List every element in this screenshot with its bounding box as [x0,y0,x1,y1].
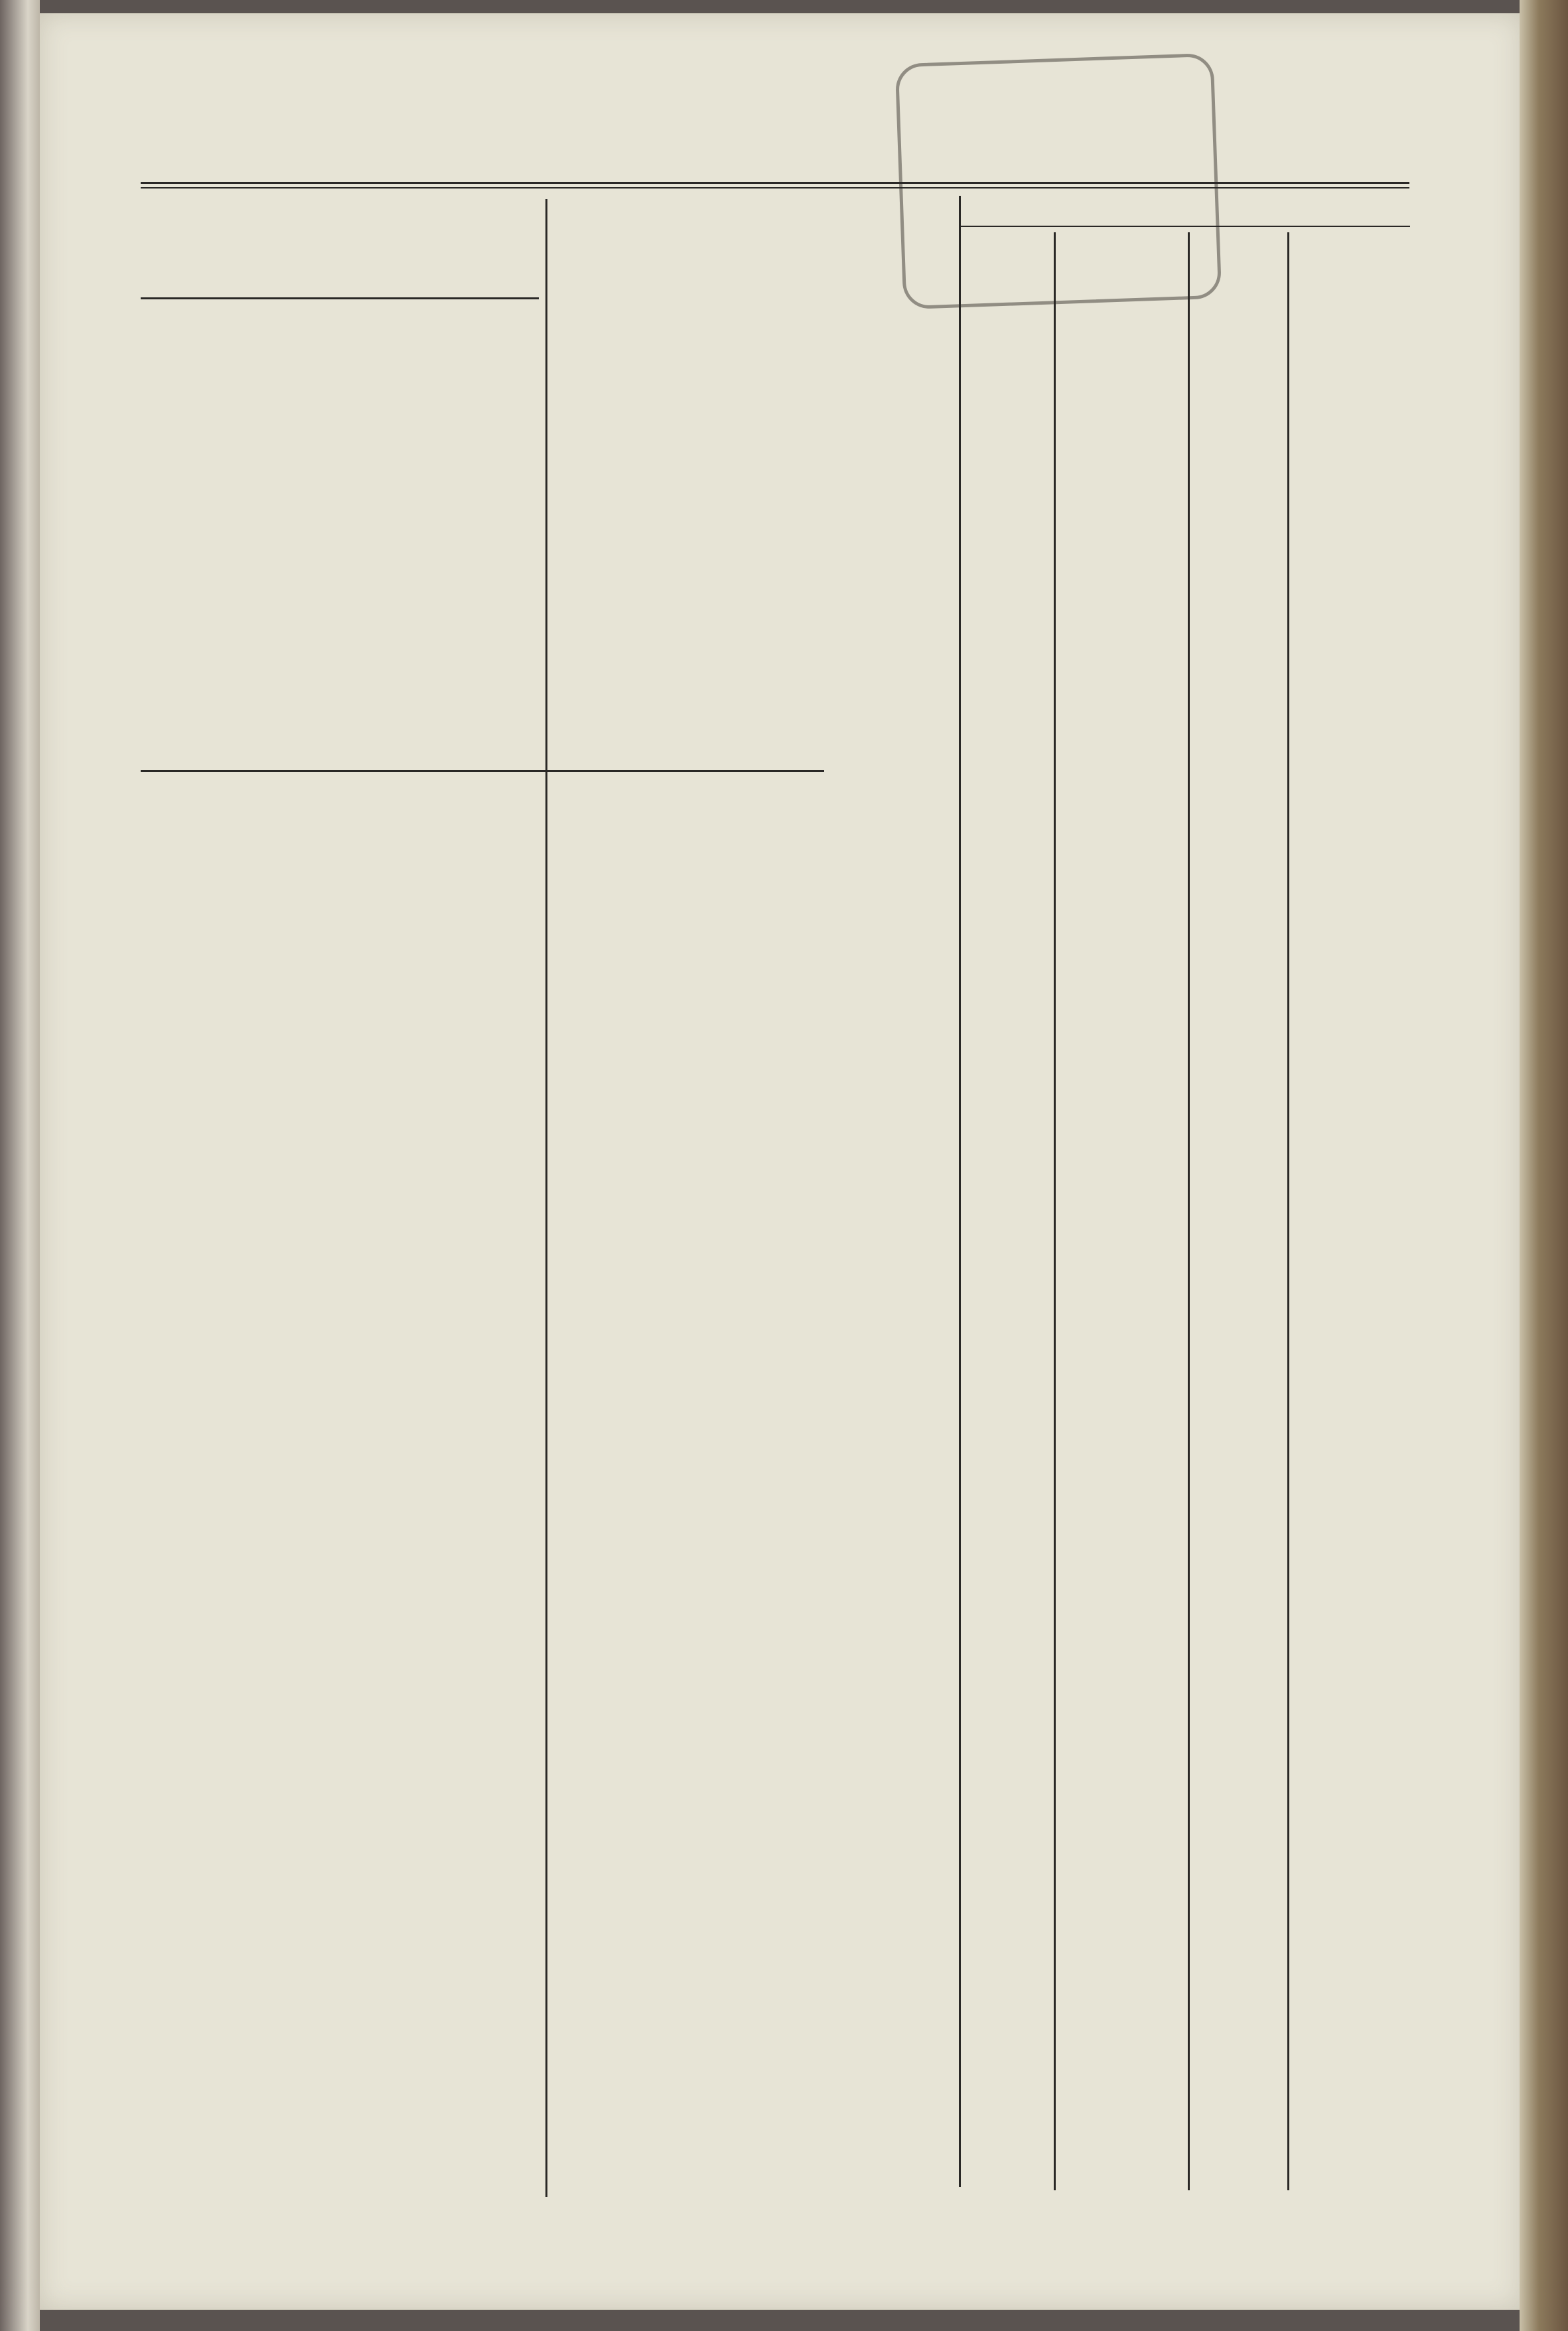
terme-rule [959,226,1410,227]
masthead-title [147,69,1421,117]
column-divider [1188,232,1190,2190]
header-rule [141,187,1409,188]
column-divider [1054,232,1056,2190]
column-divider [1287,232,1289,2190]
column-divider [959,196,961,2187]
tax-stamp [895,53,1222,310]
column-divider [545,199,547,2197]
section-rule [141,770,824,772]
header-rule [141,182,1409,184]
section-rule [141,297,539,299]
